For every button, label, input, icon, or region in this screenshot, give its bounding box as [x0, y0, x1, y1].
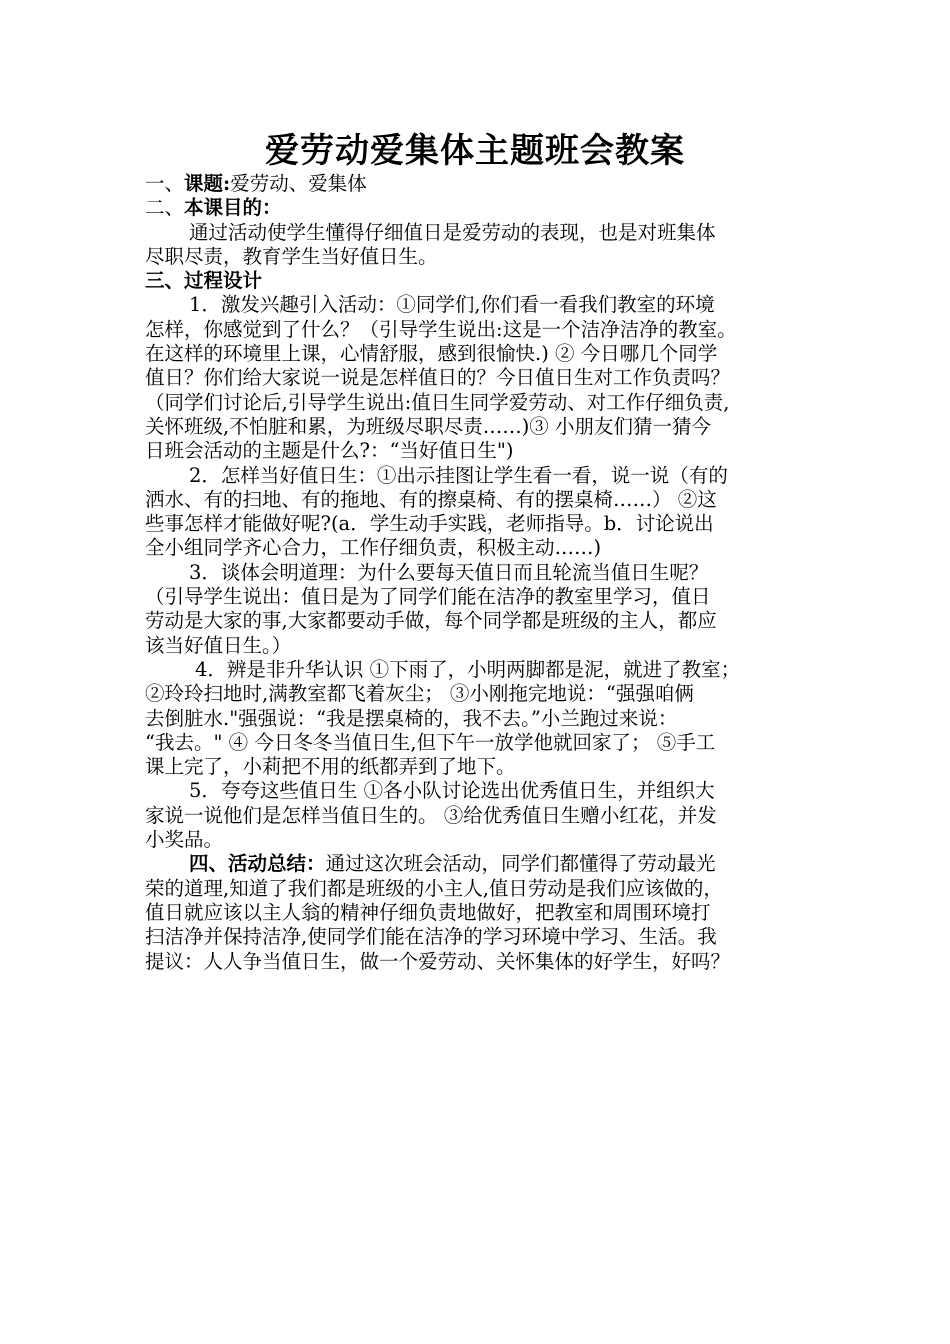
text-line	[145, 391, 809, 415]
text-line	[145, 585, 809, 609]
text-line	[145, 269, 809, 293]
text-run: 全小组同学齐心合力，工作仔细负责，积极主动……)	[145, 536, 602, 560]
text-run: 洒水、有的扫地、有的拖地、有的擦桌椅、有的摆桌椅……） ②这	[145, 487, 717, 511]
text-run: 尽职尽责，教育学生当好值日生。	[145, 244, 438, 268]
text-line	[145, 877, 809, 901]
text-line	[145, 512, 809, 536]
text-line	[145, 755, 809, 779]
text-line	[145, 950, 809, 974]
text-run: 值日？你们给大家说一说是怎样值日的？今日值日生对工作负责吗？	[145, 366, 731, 390]
text-line	[145, 901, 809, 925]
text-run: 提议：人人争当值日生，做一个爱劳动、关怀集体的好学生，好吗？	[145, 949, 731, 973]
text-run: ②玲玲扫地时,满教室都飞着灰尘； ③小刚拖完地说：“强强咱俩	[145, 682, 694, 706]
text-run: 通过这次班会活动，同学们都懂得了劳动最光	[325, 852, 716, 876]
text-run: 该当好值日生。）	[145, 633, 292, 657]
text-run: 关怀班级,不怕脏和累，为班级尽职尽责……)③ 小朋友们猜一猜今	[145, 414, 712, 438]
text-line	[145, 804, 809, 828]
text-run: “我去。" ④ 今日冬冬当值日生,但下午一放学他就回家了； ⑤手工	[145, 730, 716, 754]
text-line	[145, 536, 809, 560]
text-run: 二、	[145, 196, 185, 220]
text-run: 爱劳动、爱集体	[230, 172, 367, 195]
text-line	[145, 658, 809, 682]
text-line	[145, 682, 809, 706]
text-line	[145, 221, 809, 245]
text-run: 日班会活动的主题是什么?：“当好值日生")	[145, 439, 514, 463]
text-line	[145, 852, 809, 876]
bold-text-run: 三、过程设计	[145, 269, 263, 293]
text-line	[145, 925, 809, 949]
text-run: 3．谈体会明道理：为什么要每天值日而且轮流当值日生呢？	[189, 560, 709, 584]
text-line	[145, 366, 809, 390]
text-line	[145, 634, 809, 658]
text-run: 去倒脏水."强强说：“我是摆桌椅的，我不去。”小兰跑过来说：	[145, 706, 678, 730]
text-line	[145, 828, 809, 852]
text-run: 家说一说他们是怎样当值日生的。 ③给优秀值日生赠小红花，并发	[145, 803, 717, 827]
document-title: 爱劳动爱集体主题班会教案	[265, 131, 685, 171]
text-run: 小奖品。	[145, 828, 224, 852]
text-line	[145, 464, 809, 488]
text-line	[145, 196, 809, 220]
text-run: 课上完了，小莉把不用的纸都弄到了地下。	[145, 755, 516, 779]
text-line	[145, 415, 809, 439]
text-line	[145, 779, 809, 803]
text-run: 4．辨是非升华认识 ①下雨了，小明两脚都是泥，就进了教室；	[195, 657, 741, 681]
text-run: 劳动是大家的事,大家都要动手做，每个同学都是班级的主人，都应	[145, 609, 717, 633]
text-line	[145, 439, 809, 463]
text-run: 通过活动使学生懂得仔细值日是爱劳动的表现，也是对班集体	[189, 220, 716, 244]
document-body	[145, 172, 809, 974]
text-run: 怎样，你感觉到了什么？（引导学生说出:这是一个洁净洁净的教室。	[145, 317, 737, 341]
text-run: 扫洁净并保持洁净,使同学们能在洁净的学习环境中学习、生活。我	[145, 925, 717, 949]
text-run: 值日就应该以主人翁的精神仔细负责地做好，把教室和周围环境打	[145, 900, 711, 924]
text-run: 些事怎样才能做好呢?(a．学生动手实践，老师指导。b．讨论说出	[145, 512, 714, 536]
text-line	[145, 172, 809, 196]
text-run: 2．怎样当好值日生：①出示挂图让学生看一看，说一说（有的	[189, 463, 728, 487]
text-run: 一、	[145, 172, 185, 195]
bold-text-run: 四、活动总结：	[189, 852, 326, 876]
text-run: （同学们讨论后,引导学生说出:值日生同学爱劳动、对工作仔细负责,	[145, 390, 730, 414]
text-line	[145, 245, 809, 269]
text-line	[145, 293, 809, 317]
text-line	[145, 609, 809, 633]
text-run: （引导学生说出：值日是为了同学们能在洁净的教室里学习，值日	[145, 585, 711, 609]
text-line	[145, 731, 809, 755]
text-run: 5．夸夸这些值日生 ①各小队讨论选出优秀值日生，并组织大	[189, 779, 715, 803]
bold-text-run: 本课目的：	[184, 196, 282, 220]
text-run: 荣的道理,知道了我们都是班级的小主人,值日劳动是我们应该做的，	[145, 876, 723, 900]
text-line	[145, 707, 809, 731]
bold-text-run: 课题:	[184, 172, 231, 195]
text-line	[145, 318, 809, 342]
text-line	[145, 342, 809, 366]
text-run: 在这样的环境里上课，心情舒服，感到很愉快.) ② 今日哪几个同学	[145, 342, 718, 366]
text-line	[145, 561, 809, 585]
text-line	[145, 488, 809, 512]
text-run: 1．激发兴趣引入活动：①同学们,你们看一看我们教室的环境	[189, 293, 715, 317]
